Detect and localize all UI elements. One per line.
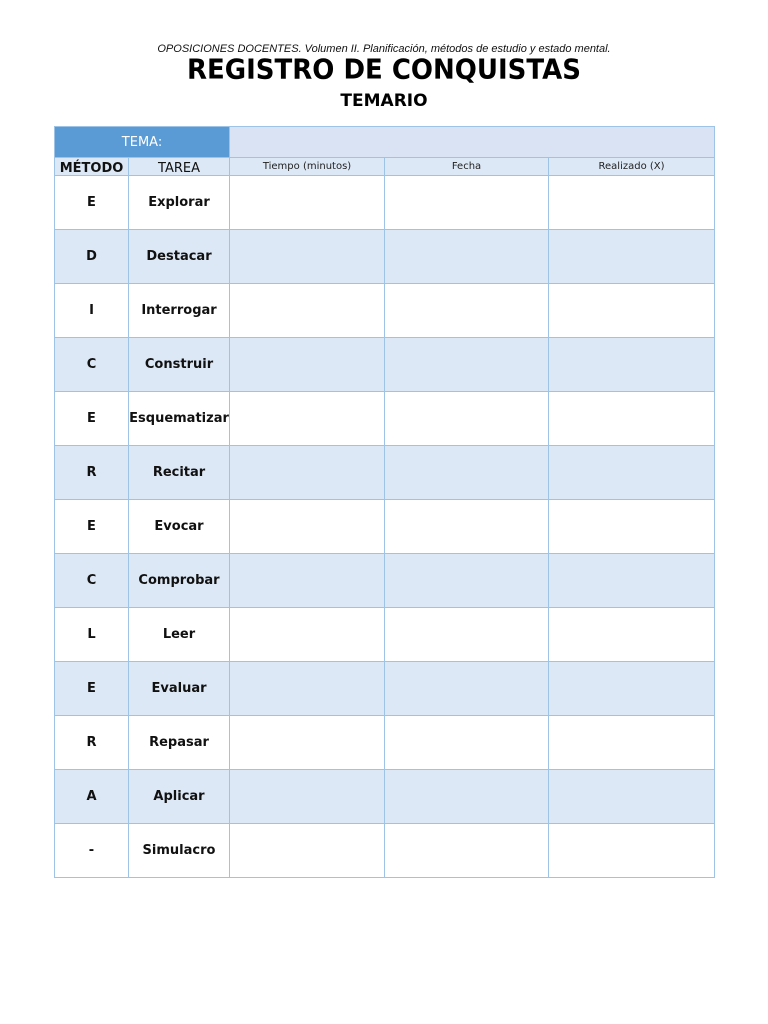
tarea-cell: Esquematizar <box>129 392 230 446</box>
realizado-field[interactable] <box>549 176 715 230</box>
tiempo-field[interactable] <box>230 500 385 554</box>
tarea-cell: Evocar <box>129 500 230 554</box>
tarea-cell: Comprobar <box>129 554 230 608</box>
tiempo-field[interactable] <box>230 554 385 608</box>
tiempo-field[interactable] <box>230 716 385 770</box>
table-row <box>55 500 715 554</box>
metodo-cell: E <box>55 176 129 230</box>
tarea-cell: Destacar <box>129 230 230 284</box>
column-header-fecha: Fecha <box>385 158 549 176</box>
fecha-field[interactable] <box>385 554 549 608</box>
realizado-field[interactable] <box>549 338 715 392</box>
tiempo-field[interactable] <box>230 338 385 392</box>
column-header-row <box>55 158 715 176</box>
metodo-cell: C <box>55 338 129 392</box>
table-row <box>55 716 715 770</box>
metodo-cell: I <box>55 284 129 338</box>
column-header-tiempo: Tiempo (minutos) <box>230 158 385 176</box>
fecha-field[interactable] <box>385 230 549 284</box>
table-row <box>55 446 715 500</box>
tema-field[interactable] <box>230 127 715 158</box>
tarea-cell: Repasar <box>129 716 230 770</box>
column-header-tarea: TAREA <box>129 158 230 176</box>
tarea-cell: Leer <box>129 608 230 662</box>
page-title: REGISTRO DE CONQUISTAS <box>187 54 581 86</box>
column-header-metodo: MÉTODO <box>55 158 129 176</box>
table-row <box>55 554 715 608</box>
realizado-field[interactable] <box>549 662 715 716</box>
fecha-field[interactable] <box>385 284 549 338</box>
realizado-field[interactable] <box>549 770 715 824</box>
realizado-field[interactable] <box>549 284 715 338</box>
tarea-cell: Aplicar <box>129 770 230 824</box>
realizado-field[interactable] <box>549 500 715 554</box>
fecha-field[interactable] <box>385 716 549 770</box>
tiempo-field[interactable] <box>230 284 385 338</box>
tema-row <box>55 127 715 158</box>
column-header-realizado: Realizado (X) <box>549 158 715 176</box>
tarea-cell: Interrogar <box>129 284 230 338</box>
metodo-cell: E <box>55 392 129 446</box>
fecha-field[interactable] <box>385 176 549 230</box>
tiempo-field[interactable] <box>230 176 385 230</box>
fecha-field[interactable] <box>385 662 549 716</box>
table-row <box>55 284 715 338</box>
realizado-field[interactable] <box>549 824 715 878</box>
fecha-field[interactable] <box>385 824 549 878</box>
fecha-field[interactable] <box>385 338 549 392</box>
tema-label: TEMA: <box>55 127 230 158</box>
table-row <box>55 392 715 446</box>
metodo-cell: D <box>55 230 129 284</box>
fecha-field[interactable] <box>385 446 549 500</box>
metodo-cell: R <box>55 716 129 770</box>
tarea-cell: Construir <box>129 338 230 392</box>
realizado-field[interactable] <box>549 608 715 662</box>
fecha-field[interactable] <box>385 500 549 554</box>
fecha-field[interactable] <box>385 770 549 824</box>
metodo-cell: L <box>55 608 129 662</box>
tarea-cell: Simulacro <box>129 824 230 878</box>
fecha-field[interactable] <box>385 392 549 446</box>
tiempo-field[interactable] <box>230 662 385 716</box>
table-row <box>55 824 715 878</box>
tiempo-field[interactable] <box>230 824 385 878</box>
table-row <box>55 770 715 824</box>
tarea-cell: Recitar <box>129 446 230 500</box>
tarea-cell: Explorar <box>129 176 230 230</box>
realizado-field[interactable] <box>549 392 715 446</box>
realizado-field[interactable] <box>549 716 715 770</box>
page-subtitle: TEMARIO <box>340 91 428 111</box>
table-row <box>55 608 715 662</box>
metodo-cell: E <box>55 662 129 716</box>
tarea-cell: Evaluar <box>129 662 230 716</box>
register-table <box>54 126 715 878</box>
tiempo-field[interactable] <box>230 608 385 662</box>
series-line: OPOSICIONES DOCENTES. Volumen II. Planificación, métodos de estudio y estado mental. <box>157 43 611 55</box>
tiempo-field[interactable] <box>230 446 385 500</box>
table-row <box>55 662 715 716</box>
metodo-cell: R <box>55 446 129 500</box>
tiempo-field[interactable] <box>230 770 385 824</box>
metodo-cell: C <box>55 554 129 608</box>
tiempo-field[interactable] <box>230 392 385 446</box>
realizado-field[interactable] <box>549 230 715 284</box>
tiempo-field[interactable] <box>230 230 385 284</box>
realizado-field[interactable] <box>549 554 715 608</box>
table-row <box>55 338 715 392</box>
metodo-cell: - <box>55 824 129 878</box>
table-row <box>55 176 715 230</box>
realizado-field[interactable] <box>549 446 715 500</box>
metodo-cell: A <box>55 770 129 824</box>
metodo-cell: E <box>55 500 129 554</box>
fecha-field[interactable] <box>385 608 549 662</box>
table-row <box>55 230 715 284</box>
